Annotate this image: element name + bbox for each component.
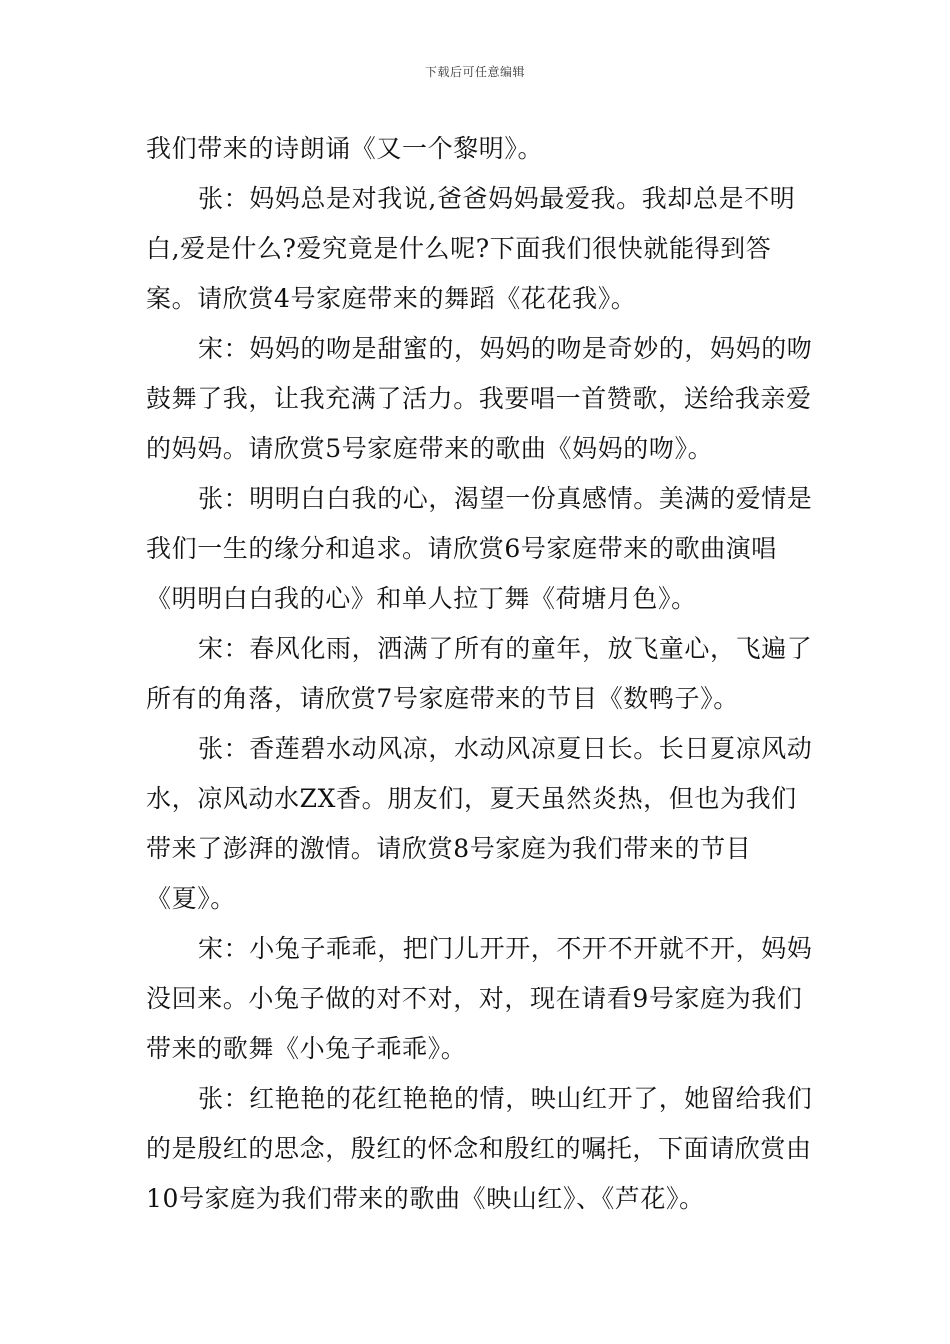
paragraph-2: 张：妈妈总是对我说,爸爸妈妈最爱我。我却总是不明白,爱是什么?爱究竟是什么呢?下面我们很快就能得到答案。请欣赏4号家庭带来的舞蹈《花花我》。 — [146, 184, 796, 313]
paragraph-1: 我们带来的诗朗诵《又一个黎明》。 — [146, 134, 544, 163]
paragraph-3: 宋：妈妈的吻是甜蜜的，妈妈的吻是奇妙的，妈妈的吻鼓舞了我，让我充满了活力。我要唱一首赞歌，送给我亲爱的妈妈。请欣赏5号家庭带来的歌曲《妈妈的吻》。 — [146, 334, 813, 463]
paragraph-7: 宋：小兔子乖乖，把门儿开开，不开不开就不开，妈妈没回来。小兔子做的对不对，对，现在请看9号家庭为我们带来的歌舞《小兔子乖乖》。 — [146, 934, 813, 1063]
page-header-note: 下载后可任意编辑 — [424, 65, 525, 79]
paragraph-6: 张：香莲碧水动风凉，水动风凉夏日长。长日夏凉风动水，凉风动水ZX香。朋友们，夏天虽然炎热，但也为我们带来了澎湃的激情。请欣赏8号家庭为我们带来的节目《夏》。 — [146, 734, 813, 913]
paragraph-4: 张：明明白白我的心，渴望一份真感情。美满的爱情是我们一生的缘分和追求。请欣赏6号家庭带来的歌曲演唱《明明白白我的心》和单人拉丁舞《荷塘月色》。 — [146, 484, 813, 613]
paragraph-5: 宋：春风化雨，洒满了所有的童年，放飞童心，飞遍了所有的角落，请欣赏7号家庭带来的节目《数鸭子》。 — [146, 634, 813, 713]
paragraph-8: 张：红艳艳的花红艳艳的情，映山红开了，她留给我们的是殷红的思念，殷红的怀念和殷红的嘱托，下面请欣赏由10号家庭为我们带来的歌曲《映山红》、《芦花》。 — [146, 1084, 813, 1213]
document-body — [146, 124, 822, 1224]
